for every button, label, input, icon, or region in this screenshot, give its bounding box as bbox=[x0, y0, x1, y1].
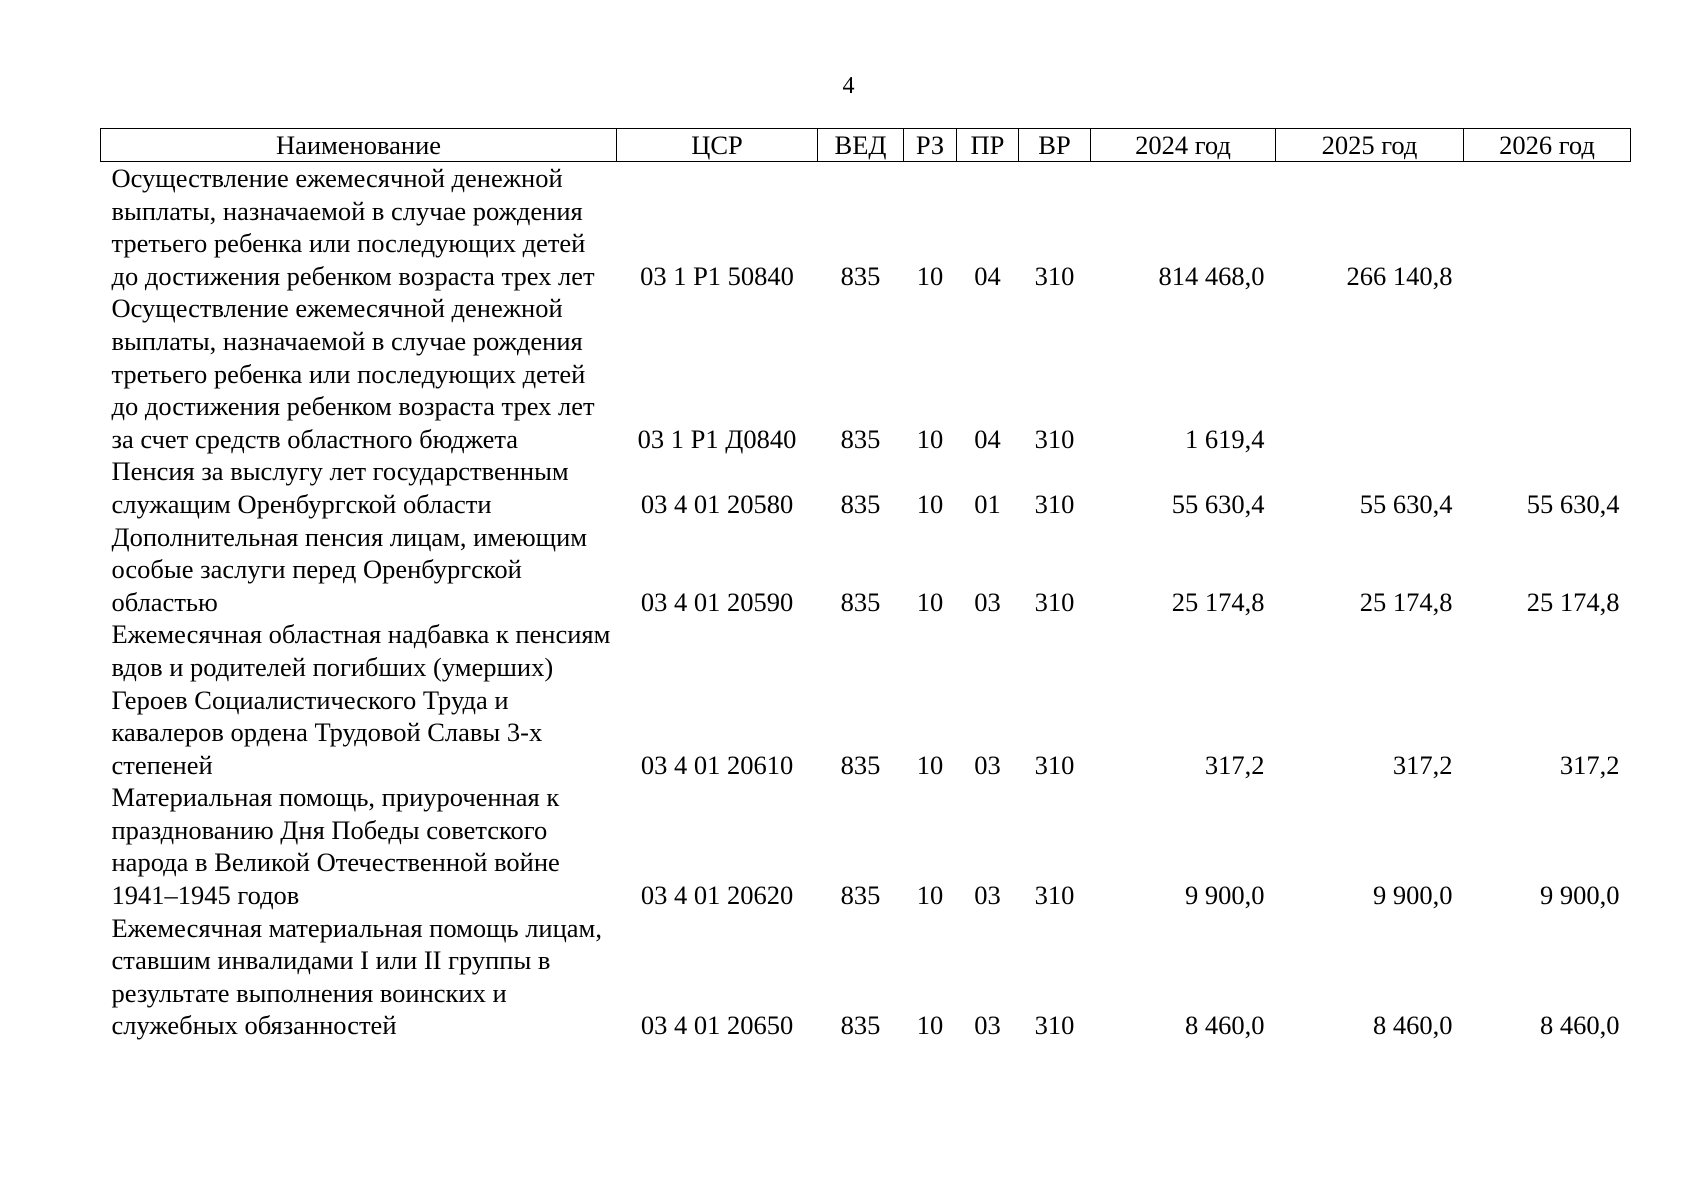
header-name: Наименование bbox=[101, 129, 617, 162]
table-header bbox=[101, 129, 1631, 162]
header-row bbox=[101, 129, 1631, 162]
row-rz: 10 bbox=[916, 749, 944, 780]
header-csr: ЦСР bbox=[617, 129, 818, 162]
row-rz: 10 bbox=[916, 260, 944, 291]
row-ved: 835 bbox=[840, 1010, 881, 1041]
row-rz: 10 bbox=[916, 586, 944, 617]
page-number: 4 bbox=[842, 73, 855, 99]
row-csr: 03 1 P1 Д0840 bbox=[637, 423, 797, 454]
table-row bbox=[101, 521, 1631, 619]
row-2024: 814 468,0 bbox=[1158, 260, 1265, 291]
row-name: Пенсия за выслугу лет государственным служащим Оренбургской области bbox=[111, 456, 569, 519]
row-2025: 25 174,8 bbox=[1359, 586, 1453, 617]
row-2025: 55 630,4 bbox=[1359, 488, 1453, 519]
row-2026 bbox=[1464, 162, 1631, 293]
header-vr: ВР bbox=[1019, 129, 1091, 162]
table-row bbox=[101, 292, 1631, 455]
header-ved: ВЕД bbox=[818, 129, 904, 162]
row-csr: 03 4 01 20610 bbox=[640, 749, 794, 780]
header-pr: ПР bbox=[957, 129, 1019, 162]
row-2024: 317,2 bbox=[1204, 749, 1265, 780]
row-csr: 03 1 P1 50840 bbox=[640, 260, 794, 291]
row-pr: 03 bbox=[974, 1010, 1001, 1041]
row-pr: 03 bbox=[974, 749, 1001, 780]
row-name: Осуществление ежемесячной денежной выплаты, назначаемой в случае рождения третьего ребенка или последующих детей до достижения ребенком возраста трех лет за счет средств областного бюджета bbox=[111, 293, 595, 454]
row-csr: 03 4 01 20620 bbox=[640, 880, 794, 911]
row-pr: 04 bbox=[974, 423, 1001, 454]
row-vr: 310 bbox=[1034, 586, 1075, 617]
table-row bbox=[101, 781, 1631, 911]
table-row bbox=[101, 618, 1631, 781]
row-name: Ежемесячная материальная помощь лицам, ставшим инвалидами I или II группы в результате выполнения воинских и служебных обязанностей bbox=[111, 912, 602, 1041]
row-rz: 10 bbox=[916, 423, 944, 454]
row-name: Дополнительная пенсия лицам, имеющим особые заслуги перед Оренбургской областью bbox=[111, 521, 588, 617]
row-2025: 266 140,8 bbox=[1346, 260, 1453, 291]
row-2026 bbox=[1464, 292, 1631, 455]
row-2024: 55 630,4 bbox=[1171, 488, 1265, 519]
row-vr: 310 bbox=[1034, 488, 1075, 519]
row-2024: 25 174,8 bbox=[1171, 586, 1265, 617]
row-name: Осуществление ежемесячной денежной выплаты, назначаемой в случае рождения третьего ребенка или последующих детей до достижения ребенком возраста трех лет bbox=[111, 163, 595, 291]
row-2025: 8 460,0 bbox=[1373, 1010, 1453, 1041]
header-2026: 2026 год bbox=[1464, 129, 1631, 162]
table-body bbox=[101, 162, 1631, 1043]
budget-table bbox=[100, 128, 1631, 1042]
header-2024: 2024 год bbox=[1091, 129, 1276, 162]
row-2024: 9 900,0 bbox=[1185, 880, 1265, 911]
row-2026: 25 174,8 bbox=[1526, 586, 1620, 617]
row-ved: 835 bbox=[840, 749, 881, 780]
row-pr: 01 bbox=[974, 488, 1001, 519]
row-2025 bbox=[1276, 292, 1464, 455]
row-pr: 03 bbox=[974, 880, 1001, 911]
header-rz: РЗ bbox=[904, 129, 957, 162]
table-row bbox=[101, 912, 1631, 1042]
row-name: Ежемесячная областная надбавка к пенсиям вдов и родителей погибших (умерших) Героев Социалистического Труда и кавалеров ордена Трудовой Славы 3-х степеней bbox=[111, 619, 611, 780]
row-ved: 835 bbox=[840, 880, 881, 911]
row-pr: 03 bbox=[974, 586, 1001, 617]
row-2026: 9 900,0 bbox=[1540, 880, 1620, 911]
row-vr: 310 bbox=[1034, 1010, 1075, 1041]
row-rz: 10 bbox=[916, 880, 944, 911]
row-csr: 03 4 01 20590 bbox=[640, 586, 794, 617]
row-csr: 03 4 01 20650 bbox=[640, 1010, 794, 1041]
row-vr: 310 bbox=[1034, 423, 1075, 454]
row-ved: 835 bbox=[840, 586, 881, 617]
row-2024: 8 460,0 bbox=[1185, 1010, 1265, 1041]
row-vr: 310 bbox=[1034, 749, 1075, 780]
row-2025: 317,2 bbox=[1392, 749, 1453, 780]
row-ved: 835 bbox=[840, 260, 881, 291]
row-ved: 835 bbox=[840, 488, 881, 519]
row-vr: 310 bbox=[1034, 260, 1075, 291]
row-rz: 10 bbox=[916, 488, 944, 519]
row-pr: 04 bbox=[974, 260, 1001, 291]
row-2026: 55 630,4 bbox=[1526, 488, 1620, 519]
table-row bbox=[101, 455, 1631, 520]
row-ved: 835 bbox=[840, 423, 881, 454]
row-2024: 1 619,4 bbox=[1185, 423, 1265, 454]
row-2025: 9 900,0 bbox=[1373, 880, 1453, 911]
table-row bbox=[101, 162, 1631, 293]
row-name: Материальная помощь, приуроченная к празднованию Дня Победы советского народа в Великой Отечественной войне 1941–1945 годов bbox=[111, 782, 560, 911]
header-2025: 2025 год bbox=[1276, 129, 1464, 162]
row-rz: 10 bbox=[916, 1010, 944, 1041]
row-2026: 8 460,0 bbox=[1540, 1010, 1620, 1041]
row-2026: 317,2 bbox=[1559, 749, 1620, 780]
row-vr: 310 bbox=[1034, 880, 1075, 911]
row-csr: 03 4 01 20580 bbox=[640, 488, 794, 519]
